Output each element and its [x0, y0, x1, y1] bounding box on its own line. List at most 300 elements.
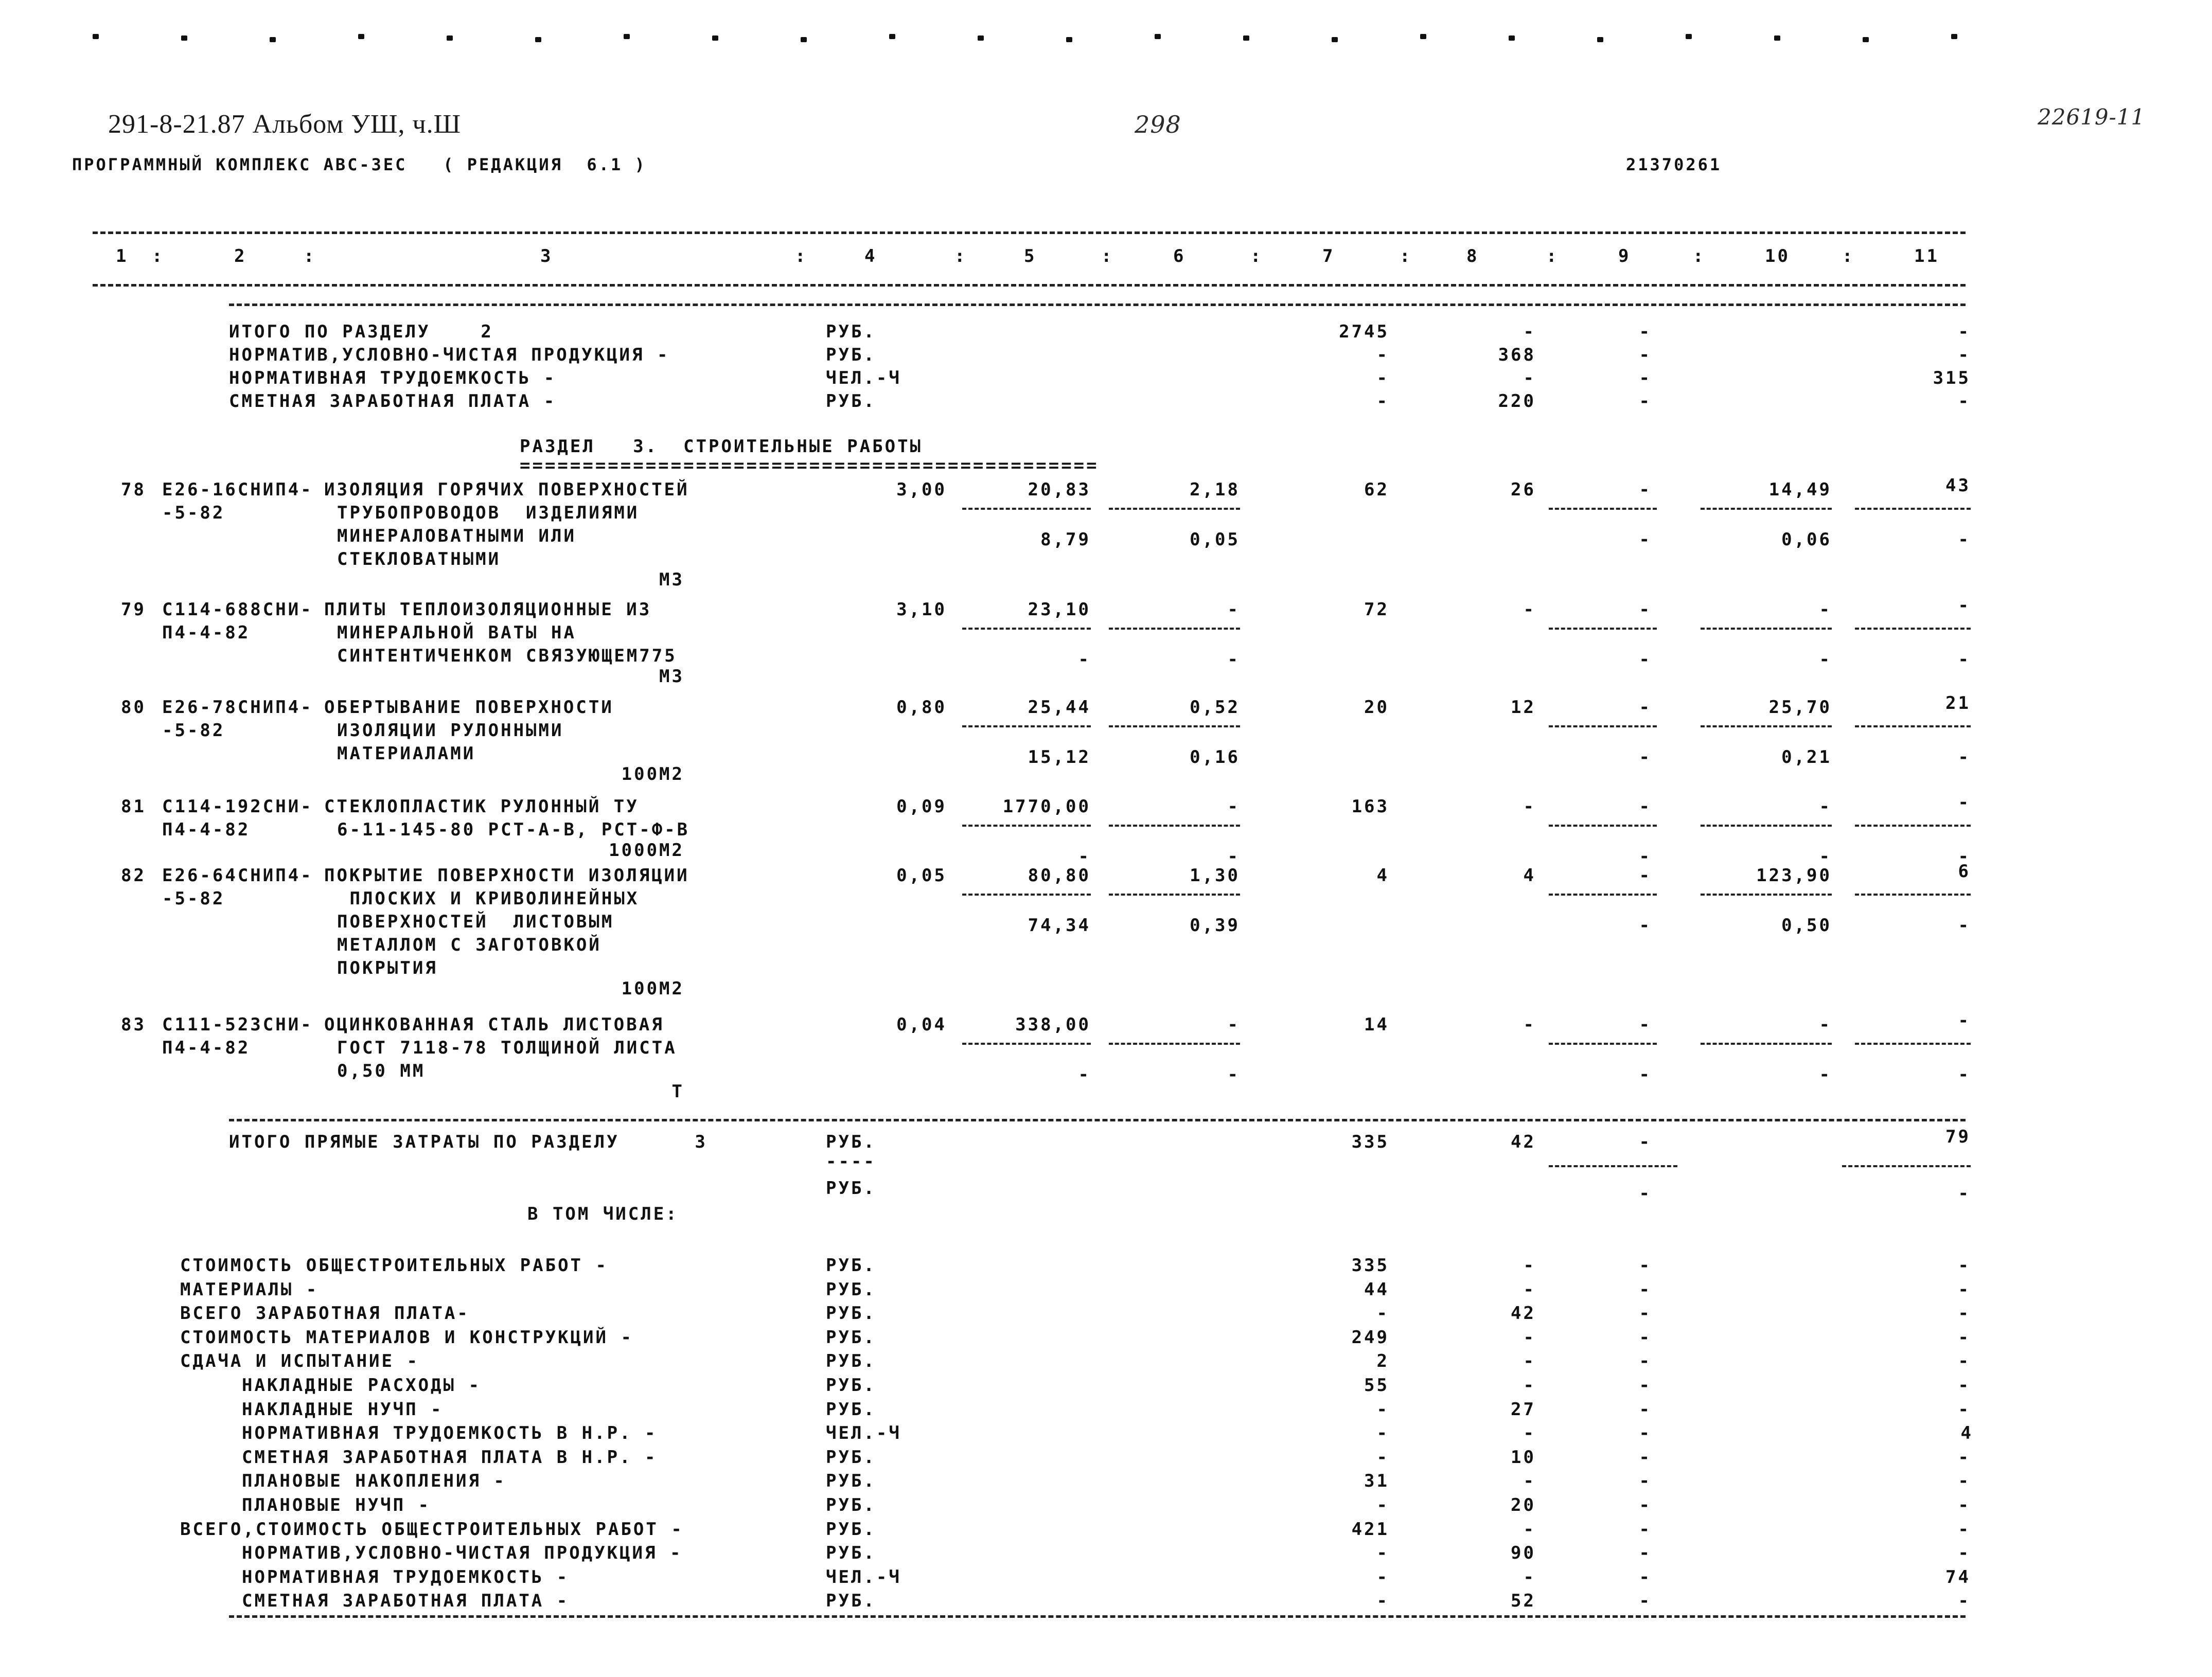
- item-number: 81: [121, 796, 146, 817]
- margin-dot: [1597, 37, 1603, 42]
- album-title: 291-8-21.87 Альбом УШ, ч.Ш: [108, 110, 462, 139]
- column-separator: :: [1546, 246, 1559, 266]
- col9-value: -: [1639, 599, 1652, 620]
- total-value: 42: [1511, 1132, 1536, 1152]
- unit-label: РУБ.: [826, 1303, 876, 1324]
- item-code: Е26-16СНИП4-: [162, 479, 313, 500]
- item-subrule: [1549, 628, 1657, 630]
- breakdown-value: -: [1639, 1519, 1652, 1540]
- col11-subvalue: -: [1958, 915, 1971, 936]
- breakdown-value: 4: [1960, 1423, 1973, 1443]
- unit-machine-wage: 0,16: [1190, 747, 1240, 768]
- margin-dot: [1509, 35, 1515, 41]
- item-description: СТЕКЛОВАТНЫМИ: [337, 549, 501, 569]
- breakdown-value: 10: [1511, 1447, 1536, 1468]
- breakdown-value: -: [1376, 1567, 1389, 1587]
- breakdown-value: -: [1958, 1447, 1971, 1468]
- breakdown-value: -: [1523, 1327, 1536, 1348]
- item-subrule: [1701, 725, 1832, 727]
- item-description: 0,50 ММ: [337, 1061, 426, 1081]
- labor-machinist: 0,21: [1781, 747, 1832, 768]
- item-subrule: [1549, 725, 1657, 727]
- unit-machine-wage: 0,05: [1190, 529, 1240, 550]
- item-description: ПЛОСКИХ И КРИВОЛИНЕЙНЫХ: [337, 888, 640, 909]
- total-value: 2745: [1339, 322, 1389, 342]
- unit-wage: -: [1227, 796, 1240, 817]
- unit-price: 25,44: [1028, 697, 1091, 718]
- item-subrule: [1109, 508, 1240, 510]
- total-wage: -: [1523, 796, 1536, 817]
- breakdown-value: 44: [1364, 1279, 1389, 1300]
- unit-label: РУБ.: [826, 1327, 876, 1348]
- item-subrule: [1109, 628, 1240, 630]
- labor-total: -: [1958, 595, 1971, 616]
- breakdown-value: -: [1523, 1471, 1536, 1491]
- breakdown-label: СТОИМОСТЬ ОБЩЕСТРОИТЕЛЬНЫХ РАБОТ -: [180, 1255, 608, 1276]
- margin-dot: [535, 37, 541, 42]
- labor-total: -: [1958, 1010, 1971, 1031]
- total-value: 368: [1498, 345, 1536, 365]
- labor-machinist: 0,50: [1781, 915, 1832, 936]
- unit-wage: -: [1227, 1014, 1240, 1035]
- breakdown-value: 249: [1351, 1327, 1389, 1348]
- item-description: ИЗОЛЯЦИЯ ГОРЯЧИХ ПОВЕРХНОСТЕЙ: [324, 479, 689, 500]
- breakdown-label: НОРМАТИВНАЯ ТРУДОЕМКОСТЬ В Н.Р. -: [242, 1423, 658, 1443]
- column-number: 5: [1024, 246, 1037, 266]
- total-label: ИТОГО ПО РАЗДЕЛУ 2: [229, 322, 493, 342]
- unit-machine-wage: -: [1227, 1064, 1240, 1085]
- unit-machine-cost: 15,12: [1028, 747, 1091, 768]
- total-value: -: [1639, 1183, 1652, 1204]
- item-code: С114-192СНИ-: [162, 796, 313, 817]
- total-value: -: [1958, 322, 1971, 342]
- total-value: -: [1958, 391, 1971, 412]
- column-separator: :: [1693, 246, 1706, 266]
- item-description: ПОКРЫТИЯ: [337, 958, 438, 978]
- item-unit: 100М2: [621, 764, 684, 784]
- item-subrule: [1109, 894, 1240, 896]
- breakdown-value: -: [1523, 1567, 1536, 1587]
- breakdown-value: -: [1639, 1591, 1652, 1611]
- labor-norm: -: [1819, 599, 1832, 620]
- breakdown-value: -: [1958, 1375, 1971, 1396]
- unit-machine-cost: 8,79: [1040, 529, 1091, 550]
- breakdown-value: -: [1958, 1471, 1971, 1491]
- breakdown-label: НАКЛАДНЫЕ РАСХОДЫ -: [242, 1375, 481, 1396]
- column-number: 9: [1618, 246, 1631, 266]
- breakdown-value: -: [1958, 1591, 1971, 1611]
- total-value: 79: [1945, 1127, 1971, 1147]
- labor-machinist: -: [1819, 846, 1832, 867]
- column-number: 6: [1173, 246, 1186, 266]
- item-description: ТРУБОПРОВОДОВ ИЗДЕЛИЯМИ: [337, 503, 640, 523]
- item-description: ОЦИНКОВАННАЯ СТАЛЬ ЛИСТОВАЯ: [324, 1014, 664, 1035]
- item-subrule: [962, 508, 1091, 510]
- breakdown-label: СМЕТНАЯ ЗАРАБОТНАЯ ПЛАТА В Н.Р. -: [242, 1447, 658, 1468]
- unit-wage: 1,30: [1190, 865, 1240, 886]
- unit-label: РУБ.: [826, 345, 876, 365]
- col9-subvalue: -: [1639, 747, 1652, 768]
- column-separator: :: [1250, 246, 1263, 266]
- col9-subvalue: -: [1639, 649, 1652, 670]
- item-code: С111-523СНИ-: [162, 1014, 313, 1035]
- total-wage: 12: [1511, 697, 1536, 718]
- col9-value: -: [1639, 865, 1652, 886]
- margin-dot: [1863, 37, 1869, 42]
- unit-price: 23,10: [1028, 599, 1091, 620]
- margin-dot: [270, 37, 276, 42]
- breakdown-value: -: [1376, 1495, 1389, 1515]
- unit-price: 20,83: [1028, 479, 1091, 500]
- unit-label: РУБ.: [826, 322, 876, 342]
- column-number: 4: [864, 246, 877, 266]
- breakdown-value: -: [1958, 1519, 1971, 1540]
- total-value: -: [1958, 1183, 1971, 1204]
- item-unit: 1000М2: [609, 840, 684, 861]
- item-code-suffix: П4-4-82: [162, 819, 251, 840]
- column-number: 10: [1765, 246, 1790, 266]
- unit-label: РУБ.: [826, 1279, 876, 1300]
- total-value: -: [1376, 368, 1389, 388]
- item-subrule: [962, 825, 1091, 827]
- unit-label: ЧЕЛ.-Ч: [826, 1423, 901, 1443]
- unit-machine-wage: -: [1227, 846, 1240, 867]
- item-subrule: [1701, 825, 1832, 827]
- unit-price: 80,80: [1028, 865, 1091, 886]
- section3-total-rule: [229, 1119, 1966, 1121]
- breakdown-label: СДАЧА И ИСПЫТАНИЕ -: [180, 1351, 419, 1371]
- breakdown-value: -: [1376, 1423, 1389, 1443]
- labor-machinist: 0,06: [1781, 529, 1832, 550]
- total-value: -: [1523, 322, 1536, 342]
- item-description: ГОСТ 7118-78 ТОЛЩИНОЙ ЛИСТА: [337, 1038, 677, 1058]
- margin-dot: [801, 37, 807, 42]
- item-description: МЕТАЛЛОМ С ЗАГОТОВКОЙ: [337, 935, 601, 955]
- unit-label: РУБ.: [826, 1132, 876, 1152]
- margin-dot: [712, 35, 718, 41]
- margin-dot: [1951, 34, 1957, 39]
- breakdown-value: 421: [1351, 1519, 1389, 1540]
- breakdown-value: -: [1958, 1495, 1971, 1515]
- item-description: ПЛИТЫ ТЕПЛОИЗОЛЯЦИОННЫЕ ИЗ: [324, 599, 652, 620]
- item-code-suffix: -5-82: [162, 888, 225, 909]
- item-subrule: [1109, 825, 1240, 827]
- breakdown-value: -: [1958, 1351, 1971, 1371]
- labor-norm: 14,49: [1768, 479, 1832, 500]
- item-code-suffix: -5-82: [162, 503, 225, 523]
- margin-dot: [1066, 37, 1072, 42]
- item-code: С114-688СНИ-: [162, 599, 313, 620]
- item-code: Е26-78СНИП4-: [162, 697, 313, 718]
- labor-norm: 25,70: [1768, 697, 1832, 718]
- breakdown-value: -: [1639, 1495, 1652, 1515]
- total-subrule: [1842, 1165, 1971, 1167]
- total-label: НОРМАТИВНАЯ ТРУДОЕМКОСТЬ -: [229, 368, 557, 388]
- page-number: 298: [1135, 111, 1181, 138]
- total-cost: 72: [1364, 599, 1389, 620]
- item-unit: М3: [659, 569, 684, 590]
- table-top-rule: [93, 231, 1966, 234]
- item-subrule: [962, 894, 1091, 896]
- unit-label: РУБ.: [826, 1543, 876, 1563]
- margin-dot: [889, 34, 895, 39]
- margin-dot: [978, 35, 984, 41]
- item-subrule: [1701, 628, 1832, 630]
- unit-label: РУБ.: [826, 1255, 876, 1276]
- breakdown-value: 42: [1511, 1303, 1536, 1324]
- column-separator: :: [304, 246, 316, 266]
- breakdown-value: -: [1958, 1543, 1971, 1563]
- breakdown-value: 55: [1364, 1375, 1389, 1396]
- item-subrule: [1855, 894, 1971, 896]
- column-number: 2: [234, 246, 247, 266]
- unit-label: РУБ.: [826, 1375, 876, 1396]
- breakdown-value: 27: [1511, 1399, 1536, 1420]
- unit-wage: 2,18: [1190, 479, 1240, 500]
- quantity: 0,80: [896, 697, 947, 718]
- total-cost: 163: [1351, 796, 1389, 817]
- item-number: 79: [121, 599, 146, 620]
- breakdown-value: -: [1523, 1255, 1536, 1276]
- item-number: 83: [121, 1014, 146, 1035]
- item-number: 82: [121, 865, 146, 886]
- breakdown-value: -: [1958, 1303, 1971, 1324]
- breakdown-value: -: [1376, 1399, 1389, 1420]
- item-subrule: [1701, 894, 1832, 896]
- item-subrule: [1855, 1043, 1971, 1045]
- section-title-underline: ==============================================: [520, 455, 1099, 476]
- item-code-suffix: П4-4-82: [162, 622, 251, 643]
- item-unit: М3: [659, 666, 684, 687]
- labor-total: 43: [1945, 475, 1971, 496]
- breakdown-label: НОРМАТИВНАЯ ТРУДОЕМКОСТЬ -: [242, 1567, 570, 1587]
- total-wage: -: [1523, 599, 1536, 620]
- breakdown-value: -: [1639, 1471, 1652, 1491]
- handwritten-reference: 22619-11: [2038, 104, 2146, 130]
- breakdown-value: -: [1958, 1399, 1971, 1420]
- item-description: МАТЕРИАЛАМИ: [337, 743, 476, 764]
- breakdown-value: -: [1639, 1375, 1652, 1396]
- item-number: 78: [121, 479, 146, 500]
- quantity: 3,00: [896, 479, 947, 500]
- column-separator: :: [795, 246, 808, 266]
- item-subrule: [1549, 894, 1657, 896]
- unit-label: РУБ.: [826, 1351, 876, 1371]
- item-description: ОБЕРТЫВАНИЕ ПОВЕРХНОСТИ: [324, 697, 614, 718]
- breakdown-label: СТОИМОСТЬ МАТЕРИАЛОВ И КОНСТРУКЦИЙ -: [180, 1327, 633, 1348]
- unit-label: ЧЕЛ.-Ч: [826, 1567, 901, 1587]
- margin-dot: [358, 34, 364, 39]
- breakdown-value: -: [1376, 1303, 1389, 1324]
- column-number: 7: [1322, 246, 1335, 266]
- col9-value: -: [1639, 479, 1652, 500]
- breakdown-label: МАТЕРИАЛЫ -: [180, 1279, 319, 1300]
- margin-dot: [624, 34, 630, 39]
- breakdown-value: 20: [1511, 1495, 1536, 1515]
- column-separator: :: [152, 246, 165, 266]
- total-value: 315: [1933, 368, 1971, 388]
- total-wage: 26: [1511, 479, 1536, 500]
- col9-subvalue: -: [1639, 915, 1652, 936]
- breakdown-value: -: [1639, 1543, 1652, 1563]
- margin-dot: [1155, 34, 1161, 39]
- total-subrule: [1549, 1165, 1677, 1167]
- col9-subvalue: -: [1639, 1064, 1652, 1085]
- item-unit: 100М2: [621, 978, 684, 999]
- breakdown-value: -: [1523, 1279, 1536, 1300]
- item-subrule: [962, 628, 1091, 630]
- item-subrule: [1855, 725, 1971, 727]
- margin-dot: [1243, 35, 1249, 41]
- breakdown-value: 90: [1511, 1543, 1536, 1563]
- item-subrule: [962, 725, 1091, 727]
- item-code-suffix: -5-82: [162, 720, 225, 741]
- item-description: МИНЕРАЛОВАТНЫМИ ИЛИ: [337, 526, 576, 546]
- unit-machine-cost: 74,34: [1028, 915, 1091, 936]
- col9-value: -: [1639, 796, 1652, 817]
- item-subrule: [1855, 508, 1971, 510]
- unit-label: РУБ.: [826, 391, 876, 412]
- breakdown-label: ВСЕГО ЗАРАБОТНАЯ ПЛАТА-: [180, 1303, 470, 1324]
- unit-label: РУБ.: [826, 1399, 876, 1420]
- unit-price: 1770,00: [1002, 796, 1091, 817]
- margin-dot: [1420, 34, 1426, 39]
- unit-label: РУБ.: [826, 1447, 876, 1468]
- unit-machine-cost: -: [1078, 649, 1091, 670]
- margin-dot: [93, 34, 99, 39]
- breakdown-label: ВСЕГО,СТОИМОСТЬ ОБЩЕСТРОИТЕЛЬНЫХ РАБОТ -: [180, 1519, 684, 1540]
- total-label: СМЕТНАЯ ЗАРАБОТНАЯ ПЛАТА -: [229, 391, 557, 412]
- section2-rule: [229, 304, 1966, 306]
- item-subrule: [1701, 1043, 1832, 1045]
- item-description: 6-11-145-80 РСТ-А-В, РСТ-Ф-В: [337, 819, 690, 840]
- total-value: -: [1639, 322, 1652, 342]
- document-code: 21370261: [1626, 155, 1722, 174]
- breakdown-value: 74: [1945, 1567, 1971, 1587]
- labor-norm: -: [1819, 1014, 1832, 1035]
- column-header-rule: [93, 284, 1966, 287]
- item-code-suffix: П4-4-82: [162, 1038, 251, 1058]
- software-name: ПРОГРАММНЫЙ КОМПЛЕКС АВС-3ЕС ( РЕДАКЦИЯ 6.1 ): [72, 155, 647, 174]
- breakdown-value: -: [1639, 1279, 1652, 1300]
- breakdown-value: 335: [1351, 1255, 1389, 1276]
- total-value: -: [1958, 345, 1971, 365]
- breakdown-value: 2: [1376, 1351, 1389, 1371]
- breakdown-value: -: [1639, 1327, 1652, 1348]
- unit-label: РУБ.: [826, 1519, 876, 1540]
- unit-label: РУБ.: [826, 1591, 876, 1611]
- breakdown-value: -: [1639, 1255, 1652, 1276]
- unit-machine-cost: -: [1078, 846, 1091, 867]
- item-unit: Т: [671, 1081, 684, 1102]
- breakdown-value: 52: [1511, 1591, 1536, 1611]
- item-description: СТЕКЛОПЛАСТИК РУЛОННЫЙ ТУ: [324, 796, 639, 817]
- item-code: Е26-64СНИП4-: [162, 865, 313, 886]
- item-description: ПОВЕРХНОСТЕЙ ЛИСТОВЫМ: [337, 912, 614, 932]
- item-number: 80: [121, 697, 146, 718]
- col11-subvalue: -: [1958, 747, 1971, 768]
- total-value: -: [1376, 391, 1389, 412]
- total-wage: -: [1523, 1014, 1536, 1035]
- item-subrule: [1855, 628, 1971, 630]
- breakdown-value: -: [1639, 1351, 1652, 1371]
- total-value: -: [1639, 391, 1652, 412]
- total-cost: 20: [1364, 697, 1389, 718]
- total-value: -: [1376, 345, 1389, 365]
- total-value: 220: [1498, 391, 1536, 412]
- including-label: В ТОМ ЧИСЛЕ:: [527, 1204, 679, 1224]
- section-title: РАЗДЕЛ 3. СТРОИТЕЛЬНЫЕ РАБОТЫ: [520, 436, 923, 457]
- bottom-rule: [229, 1615, 1966, 1618]
- breakdown-label: ПЛАНОВЫЕ НАКОПЛЕНИЯ -: [242, 1471, 506, 1491]
- quantity: 0,09: [896, 796, 947, 817]
- total-cost: 14: [1364, 1014, 1389, 1035]
- column-separator: :: [1400, 246, 1412, 266]
- breakdown-value: -: [1523, 1375, 1536, 1396]
- breakdown-value: -: [1958, 1255, 1971, 1276]
- unit-label: ЧЕЛ.-Ч: [826, 368, 901, 388]
- col11-subvalue: -: [1958, 846, 1971, 867]
- item-subrule: [1549, 1043, 1657, 1045]
- breakdown-value: -: [1523, 1351, 1536, 1371]
- unit-label: РУБ.: [826, 1178, 876, 1199]
- item-subrule: [1855, 825, 1971, 827]
- margin-dot: [1774, 35, 1780, 41]
- column-number: 8: [1466, 246, 1479, 266]
- total-cost: 62: [1364, 479, 1389, 500]
- breakdown-value: -: [1639, 1303, 1652, 1324]
- breakdown-value: -: [1523, 1519, 1536, 1540]
- breakdown-label: НОРМАТИВ,УСЛОВНО-ЧИСТАЯ ПРОДУКЦИЯ -: [242, 1543, 683, 1563]
- unit-wage: 0,52: [1190, 697, 1240, 718]
- margin-dot: [1686, 34, 1692, 39]
- item-subrule: [1549, 508, 1657, 510]
- unit-wage: -: [1227, 599, 1240, 620]
- unit-label: РУБ.: [826, 1471, 876, 1491]
- labor-machinist: -: [1819, 1064, 1832, 1085]
- item-description: МИНЕРАЛЬНОЙ ВАТЫ НА: [337, 622, 576, 643]
- labor-total: 21: [1945, 693, 1971, 713]
- column-number: 11: [1914, 246, 1939, 266]
- item-subrule: [962, 1043, 1091, 1045]
- breakdown-value: -: [1376, 1591, 1389, 1611]
- column-number: 3: [540, 246, 553, 266]
- breakdown-value: 31: [1364, 1471, 1389, 1491]
- breakdown-value: -: [1958, 1279, 1971, 1300]
- total-value: 335: [1351, 1132, 1389, 1152]
- margin-dot: [181, 35, 187, 41]
- breakdown-value: -: [1958, 1327, 1971, 1348]
- column-separator: :: [954, 246, 967, 266]
- breakdown-value: -: [1639, 1447, 1652, 1468]
- labor-norm: 123,90: [1756, 865, 1832, 886]
- total-wage: 4: [1523, 865, 1536, 886]
- col11-subvalue: -: [1958, 529, 1971, 550]
- col11-subvalue: -: [1958, 649, 1971, 670]
- unit-machine-wage: -: [1227, 649, 1240, 670]
- item-subrule: [1701, 508, 1832, 510]
- item-subrule: [1109, 1043, 1240, 1045]
- total-value: -: [1639, 345, 1652, 365]
- total-label: НОРМАТИВ,УСЛОВНО-ЧИСТАЯ ПРОДУКЦИЯ -: [229, 345, 670, 365]
- item-subrule: [1109, 725, 1240, 727]
- breakdown-value: -: [1376, 1543, 1389, 1563]
- labor-norm: -: [1819, 796, 1832, 817]
- quantity: 3,10: [896, 599, 947, 620]
- column-separator: :: [1842, 246, 1855, 266]
- breakdown-value: -: [1523, 1423, 1536, 1443]
- labor-machinist: -: [1819, 649, 1832, 670]
